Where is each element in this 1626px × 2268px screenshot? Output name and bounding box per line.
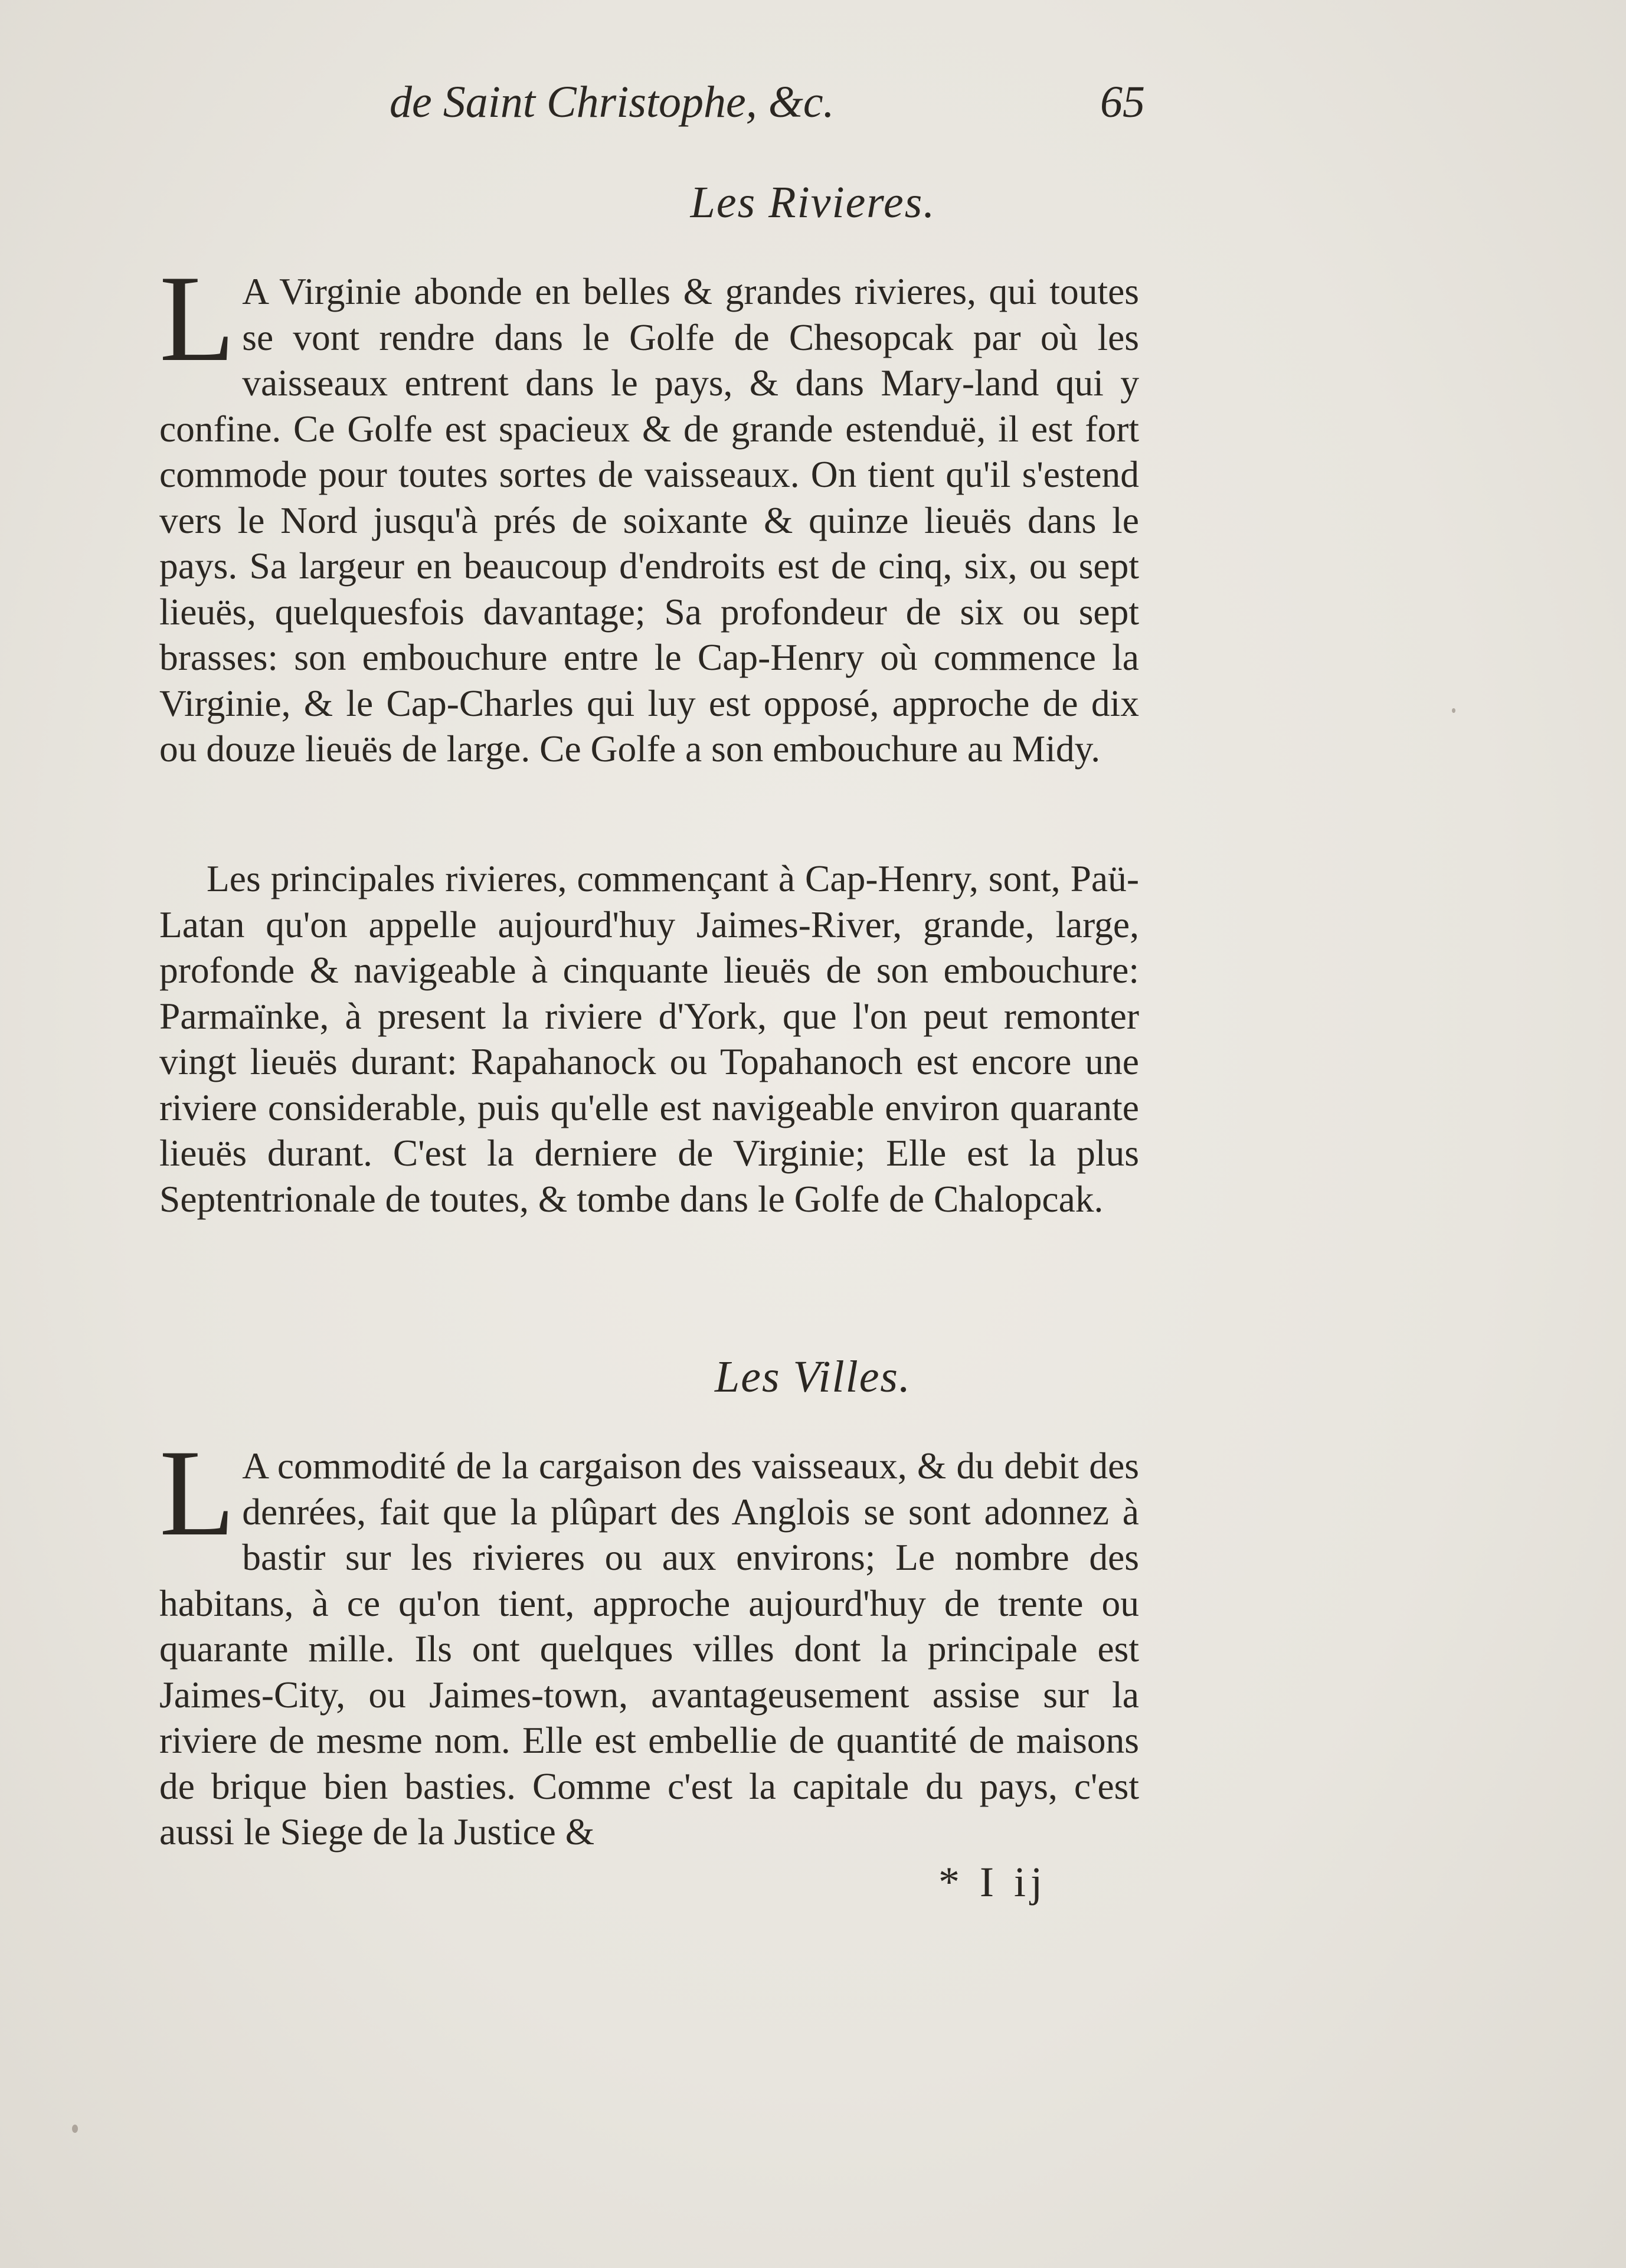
paragraph-rivers-intro (159, 250, 1139, 772)
paragraph-principal-rivers: Les principales rivieres, commençant à Cap-Henry, sont, Paü-Latan qu'on appelle aujourd'huy Jaimes-River, grande, large, profonde & navigeable à cinquante lieuës de son embouchure: Parmaïnke, à present la riviere d'York, que l'on peut remonter vingt lieuës durant: Rapahanock ou Topahanoch est encore une riviere considerable, puis qu'elle est navigeable environ quarante lieuës durant. C'est la derniere de Virginie; Elle est la plus Septentrionale de toutes, & tombe dans le Golfe de Chalopcak. (159, 858, 1139, 1220)
drop-cap: L (159, 250, 235, 387)
drop-cap: L (159, 1425, 235, 1562)
section-title-rivers: Les Rivieres. (690, 178, 936, 227)
running-head: de Saint Christophe, &c. (390, 77, 835, 127)
paper-speck (72, 2125, 78, 2133)
page-number: 65 (1100, 77, 1145, 127)
paragraph-text: A Virginie abonde en belles & grandes rivieres, qui toutes se vont rendre dans le Golfe de Chesopcak par où les vaisseaux entrent dans le pays, & dans Mary-land qui y confine. Ce Golfe est spacieux & de grande estenduë, il est fort commode pour toutes sortes de vaisseaux. On tient qu'il s'estend vers le Nord jusqu'à prés de soixante & quinze lieuës dans le pays. Sa largeur en beaucoup d'endroits est de cinq, six, ou sept lieuës, quelquesfois davantage; Sa profondeur de six ou sept brasses: son embouchure entre le Cap-Henry où commence la Virginie, & le Cap-Charles qui luy est opposé, approche de dix ou douze lieuës de large. Ce Golfe a son embouchure au Midy. (159, 270, 1139, 770)
paragraph-text: A commodité de la cargaison des vaisseaux, & du debit des denrées, fait que la plûpart des Anglois se sont adonnez à bastir sur les rivieres ou aux environs; Le nombre des habitans, à ce qu'on tient, approche aujourd'huy de trente ou quarante mille. Ils ont quelques villes dont la principale est Jaimes-City, ou Jaimes-town, avantageusement assise sur la riviere de mesme nom. Elle est embellie de quantité de maisons de brique bien basties. Comme c'est la capitale du pays, c'est aussi le Siege de la Justice & (159, 1445, 1139, 1853)
section-title-towns: Les Villes. (714, 1352, 911, 1402)
page-header (390, 77, 1145, 142)
signature-mark: * I ij (938, 1858, 1047, 1906)
paper-speck (1452, 708, 1455, 713)
paragraph-towns (159, 1425, 1139, 1855)
